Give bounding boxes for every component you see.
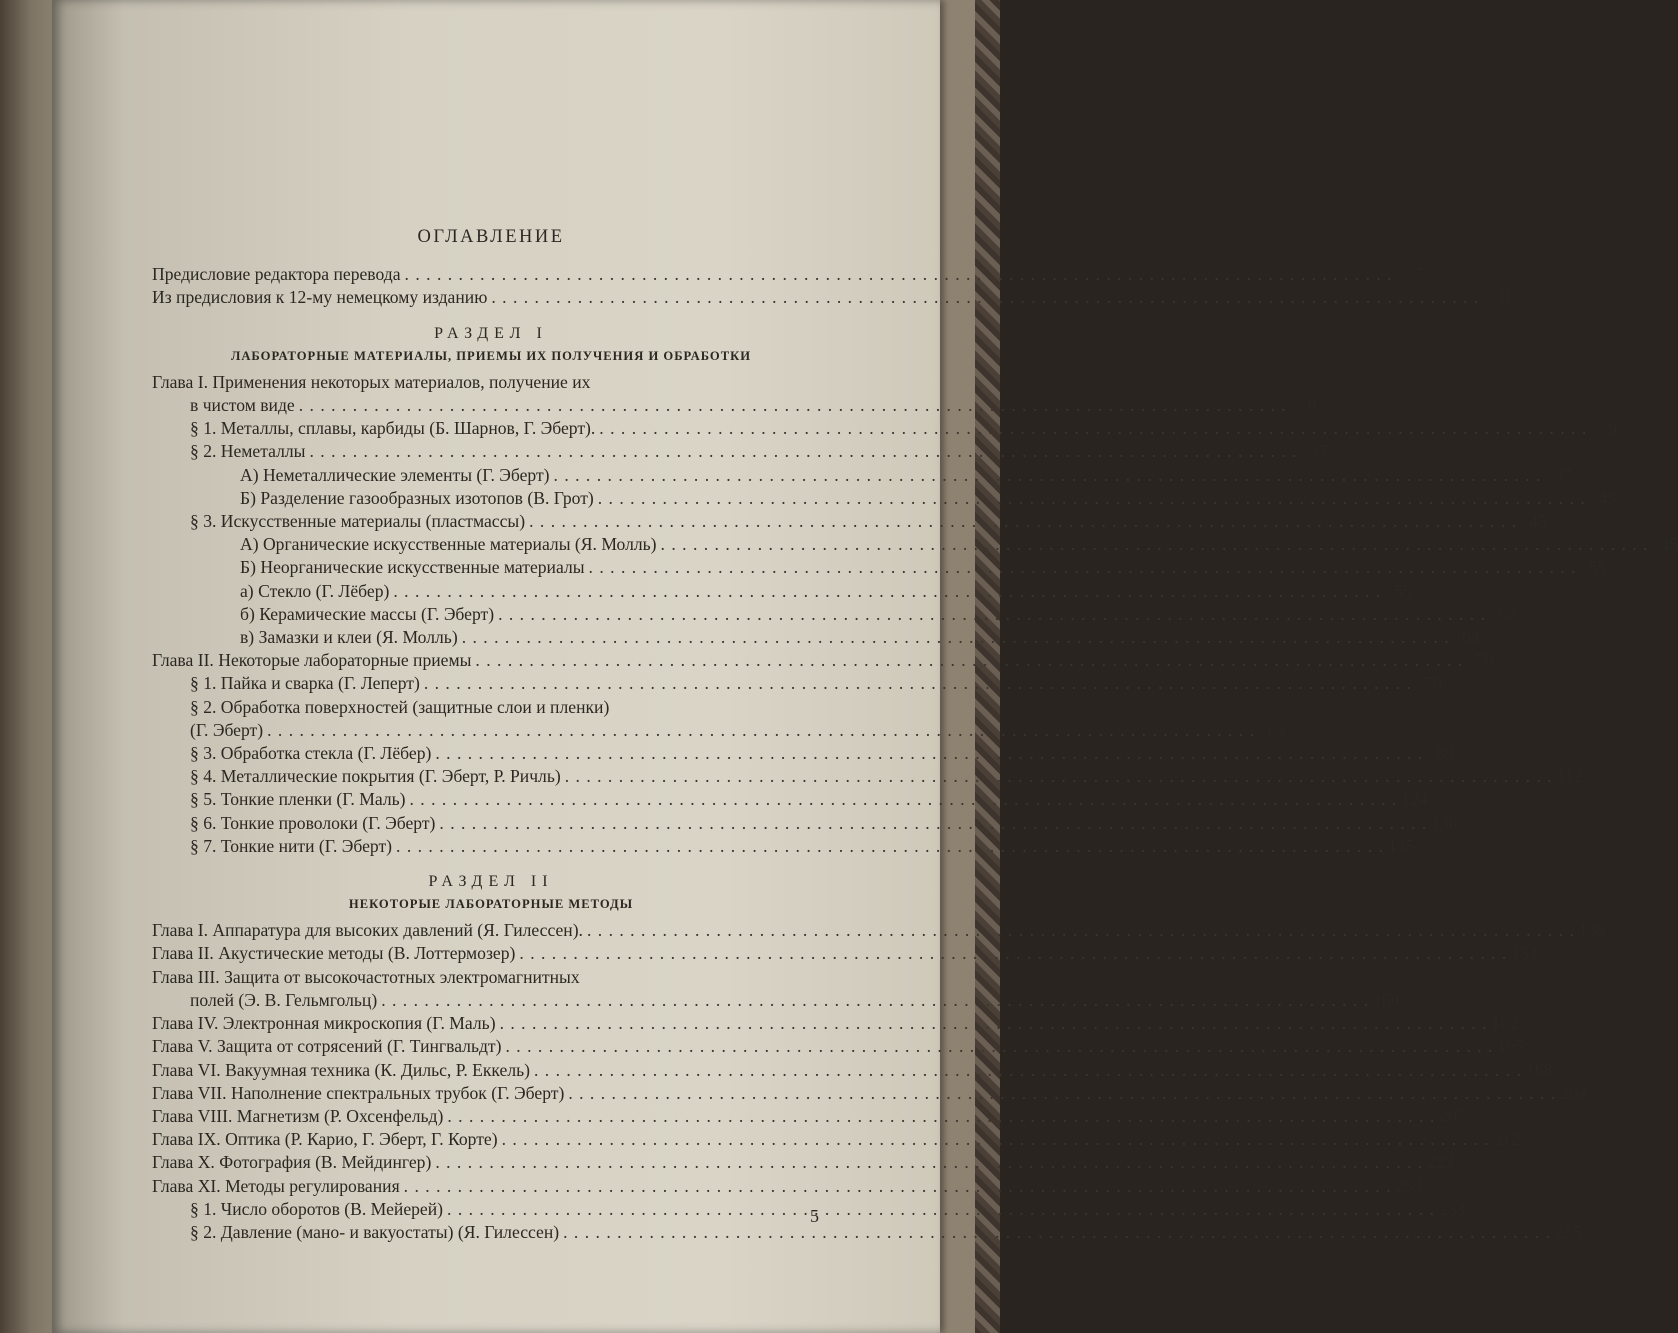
toc-entry: § 5. Тонкие пленки (Г. Маль) . . . 124 xyxy=(152,788,830,811)
page-number: 5 xyxy=(810,1206,819,1226)
toc-entry: А) Неметаллические элементы (Г. Эберт) . . . 37 xyxy=(152,464,830,487)
toc-entry: § 1. Металлы, сплавы, карбиды (Б. Шарнов, Г. Эберт). . . . 9 xyxy=(152,417,830,440)
part-1-label: РАЗДЕЛ I xyxy=(434,324,548,342)
toc-entry: (Г. Эберт) . . . 83 xyxy=(152,719,830,742)
toc-entry: § 6. Тонкие проволоки (Г. Эберт) . . . 130 xyxy=(152,812,830,835)
toc-entry: Глава VIII. Магнетизм (Р. Охсенфельд) . . . 205 xyxy=(152,1105,830,1128)
part-2-title: НЕКОТОРЫЕ ЛАБОРАТОРНЫЕ МЕТОДЫ xyxy=(348,897,634,912)
toc-entry: § 1. Число оборотов (В. Мейерей) . . . 233 xyxy=(152,1198,830,1221)
toc-entry: Б) Разделение газообразных изотопов (В. Грот) . . . 43 xyxy=(152,487,830,510)
toc-entry: Глава II. Акустические методы (В. Лоттермозер) . . . 153 xyxy=(152,942,830,965)
toc-entry: в) Замазки и клеи (Я. Молль) . . . 64 xyxy=(152,626,830,649)
toc-entry: Б) Неорганические искусственные материалы . . . 55 xyxy=(152,556,830,579)
toc-entry: Из предисловия к 12-му немецкому изданию . . . 8 xyxy=(152,286,830,309)
part-2-label: РАЗДЕЛ II xyxy=(428,873,554,891)
toc-entry: А) Органические искусственные материалы (Я. Молль) . . . 45 xyxy=(152,533,830,556)
toc-entry: § 3. Искусственные материалы (пластмассы) . . . 45 xyxy=(152,510,830,533)
toc-entry: § 7. Тонкие нити (Г. Эберт) . . . 135 xyxy=(152,835,830,858)
toc-entry: Глава X. Фотография (В. Мейдингер) . . . 223 xyxy=(152,1151,830,1174)
toc-entry: Глава VI. Вакуумная техника (К. Дильс, Р. Еккель) . . . 168 xyxy=(152,1059,830,1082)
toc-heading: ОГЛАВЛЕНИЕ xyxy=(417,227,565,247)
part-1-title: ЛАБОРАТОРНЫЕ МАТЕРИАЛЫ, ПРИЕМЫ ИХ ПОЛУЧЕНИЯ И ОБРАБОТКИ xyxy=(230,348,752,363)
toc-entry: § 3. Обработка стекла (Г. Лёбер) . . . 88 xyxy=(152,742,830,765)
toc-entry: б) Керамические массы (Г. Эберт) . . . 62 xyxy=(152,603,830,626)
book-spine-edge xyxy=(0,0,52,1333)
toc-entry: § 4. Металлические покрытия (Г. Эберт, Р. Ричль) . . . 112 xyxy=(152,765,830,788)
toc-entry: Глава II. Некоторые лабораторные приемы . . . 70 xyxy=(152,649,830,672)
toc-entry: Предисловие редактора перевода . . . 7 xyxy=(152,263,830,286)
toc-entry: § 2. Неметаллы . . . 37 xyxy=(152,440,830,463)
chapter-title: Глава I. Применения некоторых материалов, получение их xyxy=(152,371,591,392)
toc-entry: в чистом виде . . . 9 xyxy=(152,394,830,417)
table-of-contents xyxy=(152,226,1678,1244)
toc-entry: Глава IV. Электронная микроскопия (Г. Маль) . . . 162 xyxy=(152,1012,830,1035)
toc-entry: Глава IX. Оптика (Р. Карио, Г. Эберт, Г. Корте) . . . 212 xyxy=(152,1128,830,1151)
toc-entry: Глава V. Защита от сотрясений (Г. Тингвальдт) . . . 165 xyxy=(152,1035,830,1058)
toc-entry: Глава I. Аппаратура для высоких давлений (Я. Гилессен). . . . 139 xyxy=(152,919,830,942)
toc-entry-line: § 2. Обработка поверхностей (защитные слои и пленки) xyxy=(190,696,610,717)
toc-entry: полей (Э. В. Гельмгольц) . . . 160 xyxy=(152,989,830,1012)
toc-entry: Глава VII. Наполнение спектральных трубок (Г. Эберт) . . . 204 xyxy=(152,1082,830,1105)
toc-entry-line: Глава III. Защита от высокочастотных электромагнитных xyxy=(152,966,580,987)
toc-entry: § 2. Давление (мано- и вакуостаты) (Я. Гилессен) . . . 235 xyxy=(152,1221,830,1244)
toc-entry: а) Стекло (Г. Лёбер) . . . 55 xyxy=(152,580,830,603)
toc-entry: Глава XI. Методы регулирования . . . 233 xyxy=(152,1175,830,1198)
toc-entry: § 1. Пайка и сварка (Г. Леперт) . . . 70 xyxy=(152,672,830,695)
